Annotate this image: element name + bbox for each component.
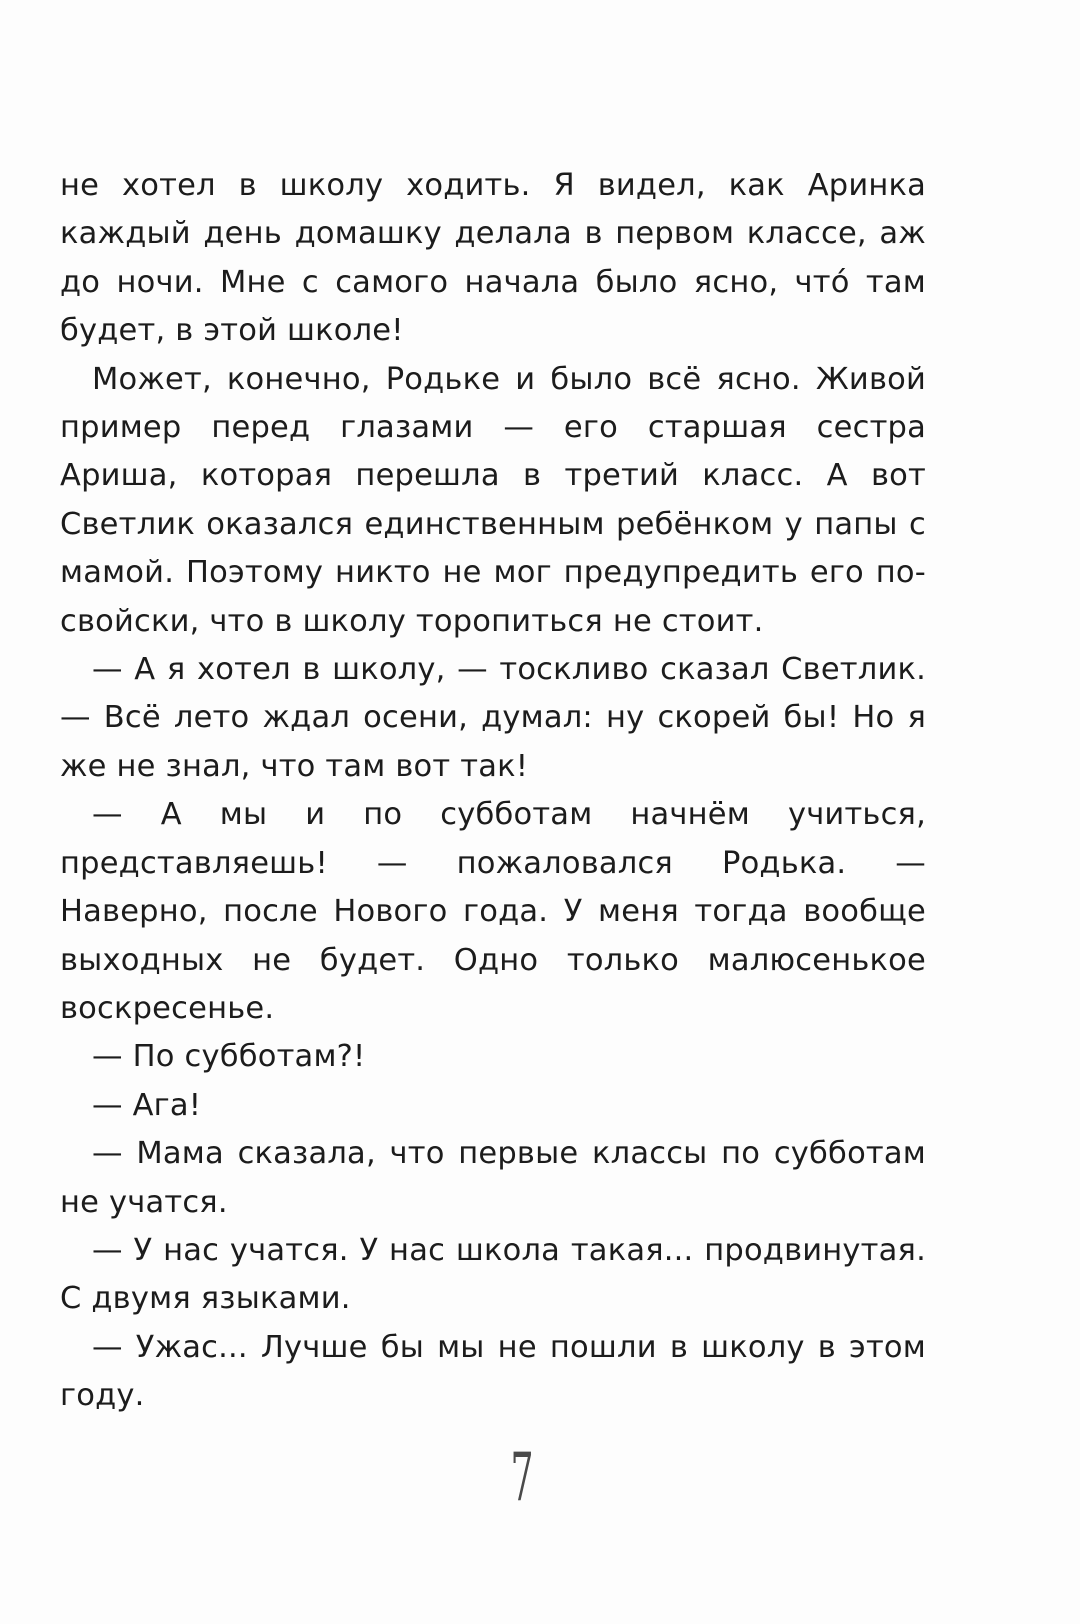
page-number: 7: [510, 1439, 534, 1516]
paragraph-7: — Мама сказала, что первые классы по субботам не учатся.: [60, 1136, 926, 1220]
paragraph-3: — А я хотел в школу, — тоскливо сказал Светлик. — Всё лето ждал осени, думал: ну скорей бы! Но я же не знал, что там вот так!: [60, 652, 926, 784]
paragraph-1: не хотел в школу ходить. Я видел, как Аринка каждый день домашку делала в первом классе, аж до ночи. Мне с самого начала было ясно, что́ там будет, в этой школе!: [60, 168, 926, 349]
paragraph-5: — По субботам?!: [92, 1039, 366, 1075]
paragraph-6: — Ага!: [92, 1087, 202, 1123]
paragraph-4: — А мы и по субботам начнём учиться, представляешь! — пожаловался Родька. — Наверно, после Нового года. У меня тогда вообще выходных не будет. Одно только малюсенькое воскресенье.: [60, 797, 926, 1026]
paragraph-2: Может, конечно, Родьке и было всё ясно. Живой пример перед глазами — его старшая сестра Ариша, которая перешла в третий класс. А вот Светлик оказался единственным ребёнком у папы с мамой. Поэтому никто не мог предупредить его по-свойски, что в школу торопиться не стоит.: [60, 361, 926, 639]
body-text: [60, 162, 926, 1421]
paragraph-8: — У нас учатся. У нас школа такая... продвинутая. С двумя языками.: [60, 1232, 926, 1317]
paragraph-9: — Ужас... Лучше бы мы не пошли в школу в этом году.: [60, 1329, 926, 1414]
